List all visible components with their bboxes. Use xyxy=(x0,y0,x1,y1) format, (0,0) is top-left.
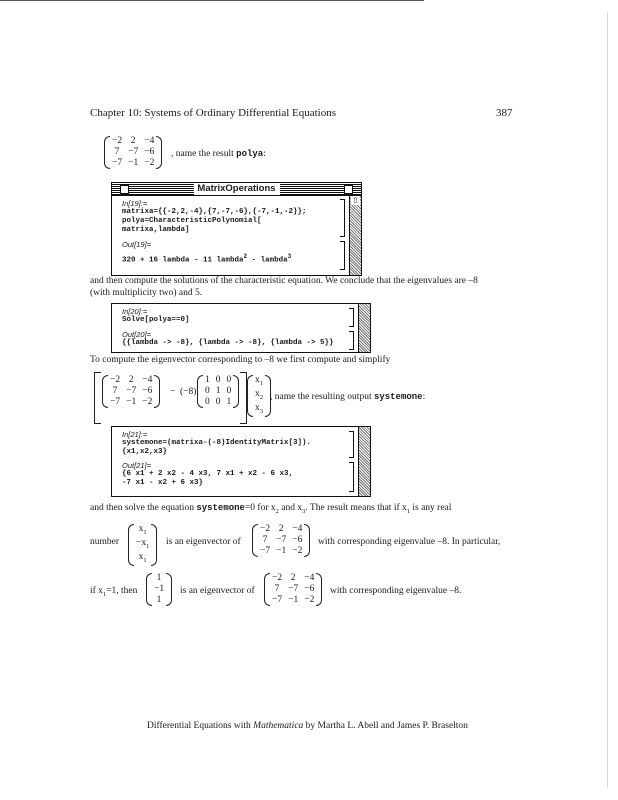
input-line: systemone=(matrixa-(-8)IdentityMatrix[3]). xyxy=(122,439,312,447)
matrix-entry: −6 xyxy=(142,386,153,396)
input-cell-20[interactable] xyxy=(112,307,370,325)
vector-entry: $x_2$ xyxy=(255,388,263,401)
text-corresponding-eigenvalue: with corresponding eigenvalue –8. In particular, xyxy=(318,537,501,547)
matrix-entry: −2 xyxy=(304,595,315,605)
cell-bracket[interactable] xyxy=(349,462,354,492)
input-line: {x1,x2,x3} xyxy=(122,448,168,456)
matrix-entry: 7 xyxy=(114,147,120,157)
minus-sign: − xyxy=(170,387,176,397)
matrix-entry: 1 xyxy=(205,375,210,385)
cell-bracket[interactable] xyxy=(349,331,354,350)
matrix-a-p6-grid xyxy=(272,573,314,606)
matrix-entry: 7 xyxy=(262,535,268,545)
scroll-up-arrow-icon[interactable]: ⇧ xyxy=(352,196,359,205)
matrix-entry: 0 xyxy=(205,386,210,396)
in-label-19: In[19]:= xyxy=(122,199,148,208)
matrix-entry: −4 xyxy=(304,573,315,583)
matrix-entry: −2 xyxy=(292,546,303,556)
matrix-entry: 1 xyxy=(215,386,221,396)
outer-bracket-left xyxy=(94,372,101,424)
input-cell-19[interactable] xyxy=(112,199,361,235)
matrix-entry: −1 xyxy=(276,546,287,556)
vector-entry: $x_1$ xyxy=(138,551,147,564)
matrix-entry: −2 xyxy=(142,397,153,407)
matrix-entry: 0 xyxy=(205,397,210,407)
matrix-entry: 0 xyxy=(226,375,232,385)
vector-entry: $-x_1$ xyxy=(136,537,150,550)
vector-entry: 1 xyxy=(156,595,162,605)
running-header: Chapter 10: Systems of Ordinary Differential Equations xyxy=(90,107,337,119)
matrix-entry: 0 xyxy=(215,397,221,407)
cell-bracket[interactable] xyxy=(340,199,345,237)
matrix-entry: −1 xyxy=(128,158,139,168)
matrix-entry: −1 xyxy=(288,595,299,605)
matrix-entry: −7 xyxy=(112,158,123,168)
vector-specific-grid xyxy=(154,573,164,606)
matrix-entry: 0 xyxy=(215,375,221,385)
matrix-entry: −7 xyxy=(110,397,121,407)
matrix-entry: −1 xyxy=(126,397,137,407)
matrix-a-p5-grid xyxy=(260,524,302,557)
paragraph-eigenvalues-2: (with multiplicity two) and 5. xyxy=(90,288,203,298)
code-systemone: systemone xyxy=(196,503,245,513)
matrix-entry: −6 xyxy=(292,535,303,545)
matrix-a-top xyxy=(104,136,162,169)
identity-grid xyxy=(205,375,231,408)
matrix-entry: −2 xyxy=(260,524,271,534)
vector-entry: −1 xyxy=(154,584,165,594)
output-cell-20 xyxy=(112,330,370,348)
matrix-a-eq xyxy=(102,375,160,408)
out-label-20: Out[20]= xyxy=(122,330,151,339)
paragraph-eigenvalues-1: and then compute the solutions of the characteristic equation. We conclude that the eigenvalues are –8 xyxy=(90,276,478,286)
cell-panel-20[interactable] xyxy=(111,303,371,353)
matrix-entry: 0 xyxy=(226,386,232,396)
matrix-entry: 2 xyxy=(128,375,134,385)
vector-x xyxy=(247,375,271,417)
close-box-icon[interactable] xyxy=(120,185,129,194)
input-cell-21[interactable] xyxy=(112,430,370,457)
window-titlebar[interactable] xyxy=(112,183,361,196)
paragraph-solve-systemone: and then solve the equation systemone=0 for $x_2$ and $x_3$. The result means that if $x_1$ is any real xyxy=(90,503,452,515)
paragraph-name-output: , name the resulting output systemone: xyxy=(270,392,426,402)
matrix-entry: −6 xyxy=(144,147,155,157)
output-line: 320 + 16 lambda - 11 lambda$^2$ - lambda$^3$ xyxy=(122,253,292,265)
vector-entry: 1 xyxy=(156,573,162,583)
page-number: 387 xyxy=(496,107,513,119)
cell-bracket[interactable] xyxy=(349,431,354,458)
matrix-entry: 1 xyxy=(226,397,232,407)
vector-general xyxy=(128,524,157,566)
matrix-a-p5 xyxy=(252,524,310,557)
matrix-a-p6 xyxy=(264,573,322,606)
in-label-20: In[20]:= xyxy=(122,307,148,316)
cell-bracket[interactable] xyxy=(349,308,354,327)
matrix-entry: 2 xyxy=(290,573,296,583)
matrix-entry: 2 xyxy=(278,524,284,534)
window-title: MatrixOperations xyxy=(193,183,279,195)
output-cell-19 xyxy=(112,240,361,266)
matrix-entry: −4 xyxy=(142,375,153,385)
matrix-a-grid xyxy=(112,136,154,169)
text-corresponding-eigenvalue-2: with corresponding eigenvalue –8. xyxy=(330,586,462,596)
in-label-21: In[21]:= xyxy=(122,430,148,439)
input-line: polya=CharacteristicPolynomial[ xyxy=(122,217,262,225)
out-label-19: Out[19]= xyxy=(122,240,151,249)
input-line: Solve[polya==0] xyxy=(122,316,190,324)
matrix-entry: −7 xyxy=(260,546,271,556)
matrix-entry: −4 xyxy=(144,136,155,146)
matrix-entry: −2 xyxy=(144,158,155,168)
cell-bracket[interactable] xyxy=(340,241,345,270)
outer-bracket-right xyxy=(240,372,247,424)
mathematica-window[interactable] xyxy=(111,182,362,276)
text-if-x1: if $x_1=1$, then xyxy=(90,586,138,598)
matrix-entry: −7 xyxy=(126,386,137,396)
text-eigenvector-of-2: is an eigenvector of xyxy=(180,586,255,596)
vector-specific xyxy=(146,573,172,606)
input-line: matrixa,lambda] xyxy=(122,226,190,234)
matrix-entry: −7 xyxy=(272,595,283,605)
output-cell-21 xyxy=(112,461,370,488)
code-polya: polya xyxy=(236,149,264,159)
scalar-minus-eight: (−8) xyxy=(180,387,197,397)
text-eigenvector-of: is an eigenvector of xyxy=(166,537,241,547)
out-label-21: Out[21]= xyxy=(122,461,151,470)
page-footer: Differential Equations with Mathematica by Martha L. Abell and James P. Braselton xyxy=(147,721,468,731)
vector-entry: $x_3$ xyxy=(255,402,263,415)
paragraph-name-result: , name the result polya: xyxy=(171,149,266,159)
matrix-entry: 7 xyxy=(112,386,118,396)
paragraph-eigenvector-intro: To compute the eigenvector corresponding to –8 we first compute and simplify xyxy=(90,355,391,365)
cell-panel-21[interactable] xyxy=(111,426,371,497)
matrix-entry: −2 xyxy=(112,136,123,146)
matrix-entry: −6 xyxy=(304,584,315,594)
output-line: -7 x1 - x2 + 6 x3} xyxy=(122,479,204,487)
matrix-entry: −7 xyxy=(288,584,299,594)
matrix-entry: −4 xyxy=(292,524,303,534)
identity-matrix xyxy=(197,375,239,408)
page-edge xyxy=(607,12,608,788)
vector-entry: $x_1$ xyxy=(255,375,263,387)
input-line: matrixa={{-2,2,-4},{7,-7,-6},{-7,-1,-2}}; xyxy=(122,208,307,216)
matrix-entry: −7 xyxy=(128,147,139,157)
matrix-entry: 2 xyxy=(130,136,136,146)
matrix-a-eq-grid xyxy=(110,375,152,408)
matrix-entry: −7 xyxy=(276,535,287,545)
label-number: number xyxy=(90,537,120,547)
vector-general-grid xyxy=(136,524,149,566)
code-systemone: systemone xyxy=(373,392,423,402)
output-line: {{lambda -> -8}, {lambda -> -8}, {lambda -> 5}} xyxy=(122,339,334,347)
output-line: {6 x1 + 2 x2 - 4 x3, 7 x1 + x2 - 6 x3, xyxy=(122,470,294,478)
vector-x-grid xyxy=(255,375,263,417)
header-rule xyxy=(0,0,424,1)
zoom-box-icon[interactable] xyxy=(344,185,353,194)
matrix-entry: 7 xyxy=(274,584,280,594)
matrix-entry: −2 xyxy=(110,375,121,385)
vector-entry: $x_1$ xyxy=(138,524,147,536)
matrix-entry: −2 xyxy=(272,573,283,583)
